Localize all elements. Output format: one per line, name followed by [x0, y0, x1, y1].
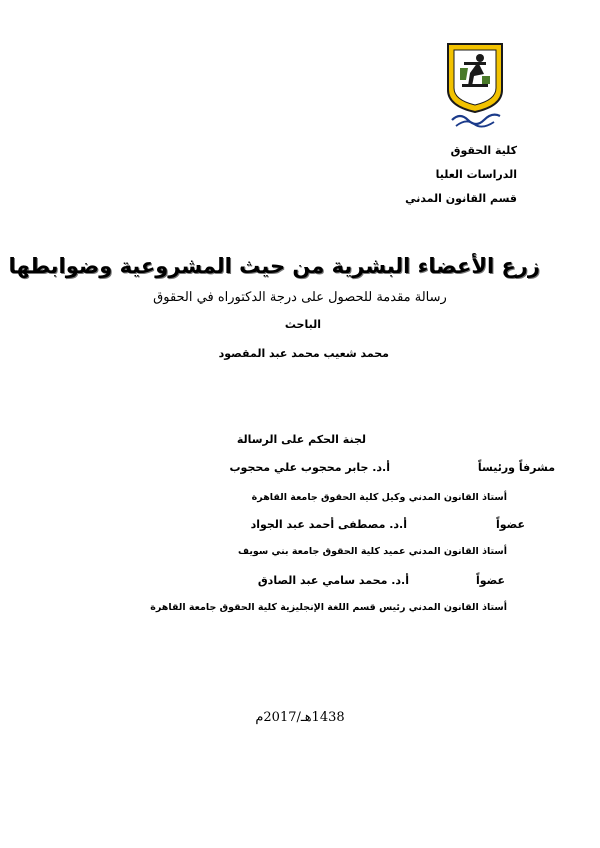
thesis-subtitle: رسالة مقدمة للحصول على درجة الدكتوراه في الحقوق	[153, 290, 447, 305]
committee-member-role: عضواً	[475, 574, 505, 587]
thesis-date: 1438هـ/2017م	[255, 710, 345, 725]
committee-member-name: أ.د. محمد سامي عبد الصادق	[257, 574, 409, 587]
committee-heading: لجنة الحكم على الرسالة	[236, 433, 366, 446]
committee-member-title: أستاذ القانون المدني رئيس قسم اللغة الإنجليزية كلية الحقوق جامعة القاهرة	[150, 602, 507, 613]
postgraduate-studies: الدراسات العليا	[435, 168, 517, 181]
committee-member-title: أستاذ القانون المدني وكيل كلية الحقوق جامعة القاهرة	[251, 492, 507, 503]
researcher-label: الباحث	[284, 318, 321, 331]
committee-member-name: أ.د. مصطفى أحمد عبد الجواد	[250, 518, 407, 531]
researcher-name: محمد شعيب محمد عبد المقصود	[218, 347, 389, 360]
committee-member-role: مشرفاً ورئيساً	[477, 461, 555, 474]
faculty-name: كلية الحقوق	[450, 144, 517, 157]
committee-member-title: أستاذ القانون المدني عميد كلية الحقوق جامعة بني سويف	[238, 546, 507, 557]
department-name: قسم القانون المدني	[405, 192, 517, 205]
committee-member-role: عضواً	[495, 518, 525, 531]
university-logo	[444, 40, 506, 128]
thesis-title: زرع الأعضاء البشرية من حيث المشروعية وضوابطها	[8, 254, 540, 278]
committee-member-name: أ.د. جابر محجوب علي محجوب	[229, 461, 390, 474]
cairo-university-seal-icon	[444, 40, 506, 128]
